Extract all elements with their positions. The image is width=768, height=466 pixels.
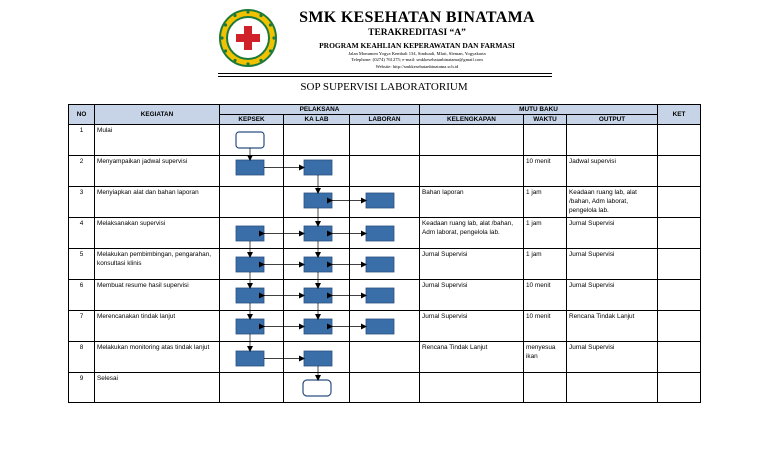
- header-no: NO: [69, 105, 95, 125]
- cell-kegiatan: Merencanakan tindak lanjut: [95, 311, 220, 342]
- cell-waktu: 1 jam: [524, 218, 567, 249]
- cell-kepsek: [220, 373, 284, 403]
- cell-ka-lab: [284, 342, 350, 373]
- cell-waktu: 10 menit: [524, 156, 567, 187]
- cell-kegiatan: Menyampaikan jadwal supervisi: [95, 156, 220, 187]
- cell-ka-lab: [284, 125, 350, 156]
- cell-kepsek: [220, 125, 284, 156]
- header-ka-lab: KA LAB: [284, 115, 350, 125]
- cell-output: [567, 125, 658, 156]
- cell-kelengkapan: Jurnal Supervisi: [420, 249, 524, 280]
- cell-ket: [658, 311, 701, 342]
- header-ket: KET: [658, 105, 701, 125]
- cell-no: 4: [69, 218, 95, 249]
- cell-laboran: [350, 280, 420, 311]
- cell-kelengkapan: Keadaan ruang lab, alat /bahan, Adm laborat, pengelola lab.: [420, 218, 524, 249]
- cell-waktu: menyesua ikan: [524, 342, 567, 373]
- cell-laboran: [350, 249, 420, 280]
- table-row: [69, 280, 701, 311]
- cell-ket: [658, 280, 701, 311]
- cell-kegiatan: Menyiapkan alat dan bahan laporan: [95, 187, 220, 218]
- cell-no: 1: [69, 125, 95, 156]
- cell-kelengkapan: [420, 156, 524, 187]
- school-logo: [218, 8, 278, 68]
- cell-output: Keadaan ruang lab, alat /bahan, Adm laborat, pengelola lab.: [567, 187, 658, 218]
- table-row: [69, 249, 701, 280]
- cell-kegiatan: Mulai: [95, 125, 220, 156]
- cell-no: 8: [69, 342, 95, 373]
- cell-kelengkapan: [420, 125, 524, 156]
- table-row: [69, 218, 701, 249]
- table-row: [69, 187, 701, 218]
- cell-no: 6: [69, 280, 95, 311]
- cell-ka-lab: [284, 156, 350, 187]
- cell-kelengkapan: Jurnal Supervisi: [420, 311, 524, 342]
- cell-no: 9: [69, 373, 95, 403]
- cell-kelengkapan: Bahan laporan: [420, 187, 524, 218]
- cell-laboran: [350, 311, 420, 342]
- cell-ket: [658, 156, 701, 187]
- header-waktu: WAKTU: [524, 115, 567, 125]
- cell-ket: [658, 187, 701, 218]
- cell-ka-lab: [284, 218, 350, 249]
- cell-ka-lab: [284, 187, 350, 218]
- school-name: SMK KESEHATAN BINATAMA: [299, 9, 535, 26]
- cell-kepsek: [220, 280, 284, 311]
- header-rule-thin: [218, 76, 552, 77]
- accreditation: TERAKREDITASI “A”: [368, 28, 466, 38]
- cell-kelengkapan: Rencana Tindak Lanjut: [420, 342, 524, 373]
- cell-kegiatan: Melakukan pembimbingan, pengarahan, konsultasi klinis: [95, 249, 220, 280]
- cell-ket: [658, 125, 701, 156]
- cell-laboran: [350, 373, 420, 403]
- cell-ka-lab: [284, 249, 350, 280]
- header-laboran: LABORAN: [350, 115, 420, 125]
- cell-no: 3: [69, 187, 95, 218]
- cell-no: 2: [69, 156, 95, 187]
- cell-ka-lab: [284, 280, 350, 311]
- cell-kegiatan: Melaksanakan supervisi: [95, 218, 220, 249]
- cell-kelengkapan: [420, 373, 524, 403]
- cell-output: Jurnal Supervisi: [567, 280, 658, 311]
- header-kelengkapan: KELENGKAPAN: [420, 115, 524, 125]
- header-mutu-baku: MUTU BAKU: [420, 105, 658, 115]
- cell-ket: [658, 249, 701, 280]
- contact: Telephone: (0274) 761275; e-mail: smkkesehatanbinatama@gmail.com: [351, 57, 483, 63]
- table-row: [69, 342, 701, 373]
- cell-kepsek: [220, 218, 284, 249]
- sop-table: [68, 104, 701, 403]
- cell-kegiatan: Membuat resume hasil supervisi: [95, 280, 220, 311]
- cell-laboran: [350, 342, 420, 373]
- cell-ka-lab: [284, 373, 350, 403]
- cell-kepsek: [220, 311, 284, 342]
- cell-kepsek: [220, 156, 284, 187]
- header-rule-thick: [218, 73, 552, 74]
- cell-ket: [658, 373, 701, 403]
- cell-laboran: [350, 218, 420, 249]
- program-name: PROGRAM KEAHLIAN KEPERAWATAN DAN FARMASI: [319, 41, 515, 50]
- letterhead: [218, 8, 552, 74]
- cell-ka-lab: [284, 311, 350, 342]
- table-row: [69, 373, 701, 403]
- cell-waktu: 10 menit: [524, 280, 567, 311]
- cell-kegiatan: Selesai: [95, 373, 220, 403]
- cell-laboran: [350, 125, 420, 156]
- cell-waktu: 1 jam: [524, 187, 567, 218]
- website: Website: http://smkkesehatanbinatama.sch.id: [375, 63, 459, 69]
- cell-laboran: [350, 156, 420, 187]
- table-row: [69, 125, 701, 156]
- table-row: [69, 311, 701, 342]
- table-row: [69, 156, 701, 187]
- cell-output: Rencana Tindak Lanjut: [567, 311, 658, 342]
- header-kepsek: KEPSEK: [220, 115, 284, 125]
- header-pelaksana: PELAKSANA: [220, 105, 420, 115]
- cell-output: Jurnal Supervisi: [567, 249, 658, 280]
- cell-kepsek: [220, 342, 284, 373]
- cell-ket: [658, 218, 701, 249]
- cell-kepsek: [220, 249, 284, 280]
- cell-waktu: [524, 373, 567, 403]
- cell-waktu: 1 jam: [524, 249, 567, 280]
- header-output: OUTPUT: [567, 115, 658, 125]
- cell-kepsek: [220, 187, 284, 218]
- cell-ket: [658, 342, 701, 373]
- cell-output: Jurnal Supervisi: [567, 218, 658, 249]
- cell-output: Jadwal supervisi: [567, 156, 658, 187]
- cell-kegiatan: Melakukan monitoring atas tindak lanjut: [95, 342, 220, 373]
- page-title: SOP SUPERVISI LABORATORIUM: [300, 81, 468, 93]
- school-info: [282, 8, 552, 70]
- cell-waktu: [524, 125, 567, 156]
- cell-waktu: 10 menit: [524, 311, 567, 342]
- cell-output: Jurnal Supervisi: [567, 342, 658, 373]
- address: Jalan Monumen Yogya Kembali 134, Sinduadi, Mlati, Sleman, Yogyakarta: [348, 51, 486, 56]
- cell-output: [567, 373, 658, 403]
- cell-kelengkapan: Jurnal Supervisi: [420, 280, 524, 311]
- header-kegiatan: KEGIATAN: [95, 105, 220, 125]
- cell-no: 5: [69, 249, 95, 280]
- cell-no: 7: [69, 311, 95, 342]
- cell-laboran: [350, 187, 420, 218]
